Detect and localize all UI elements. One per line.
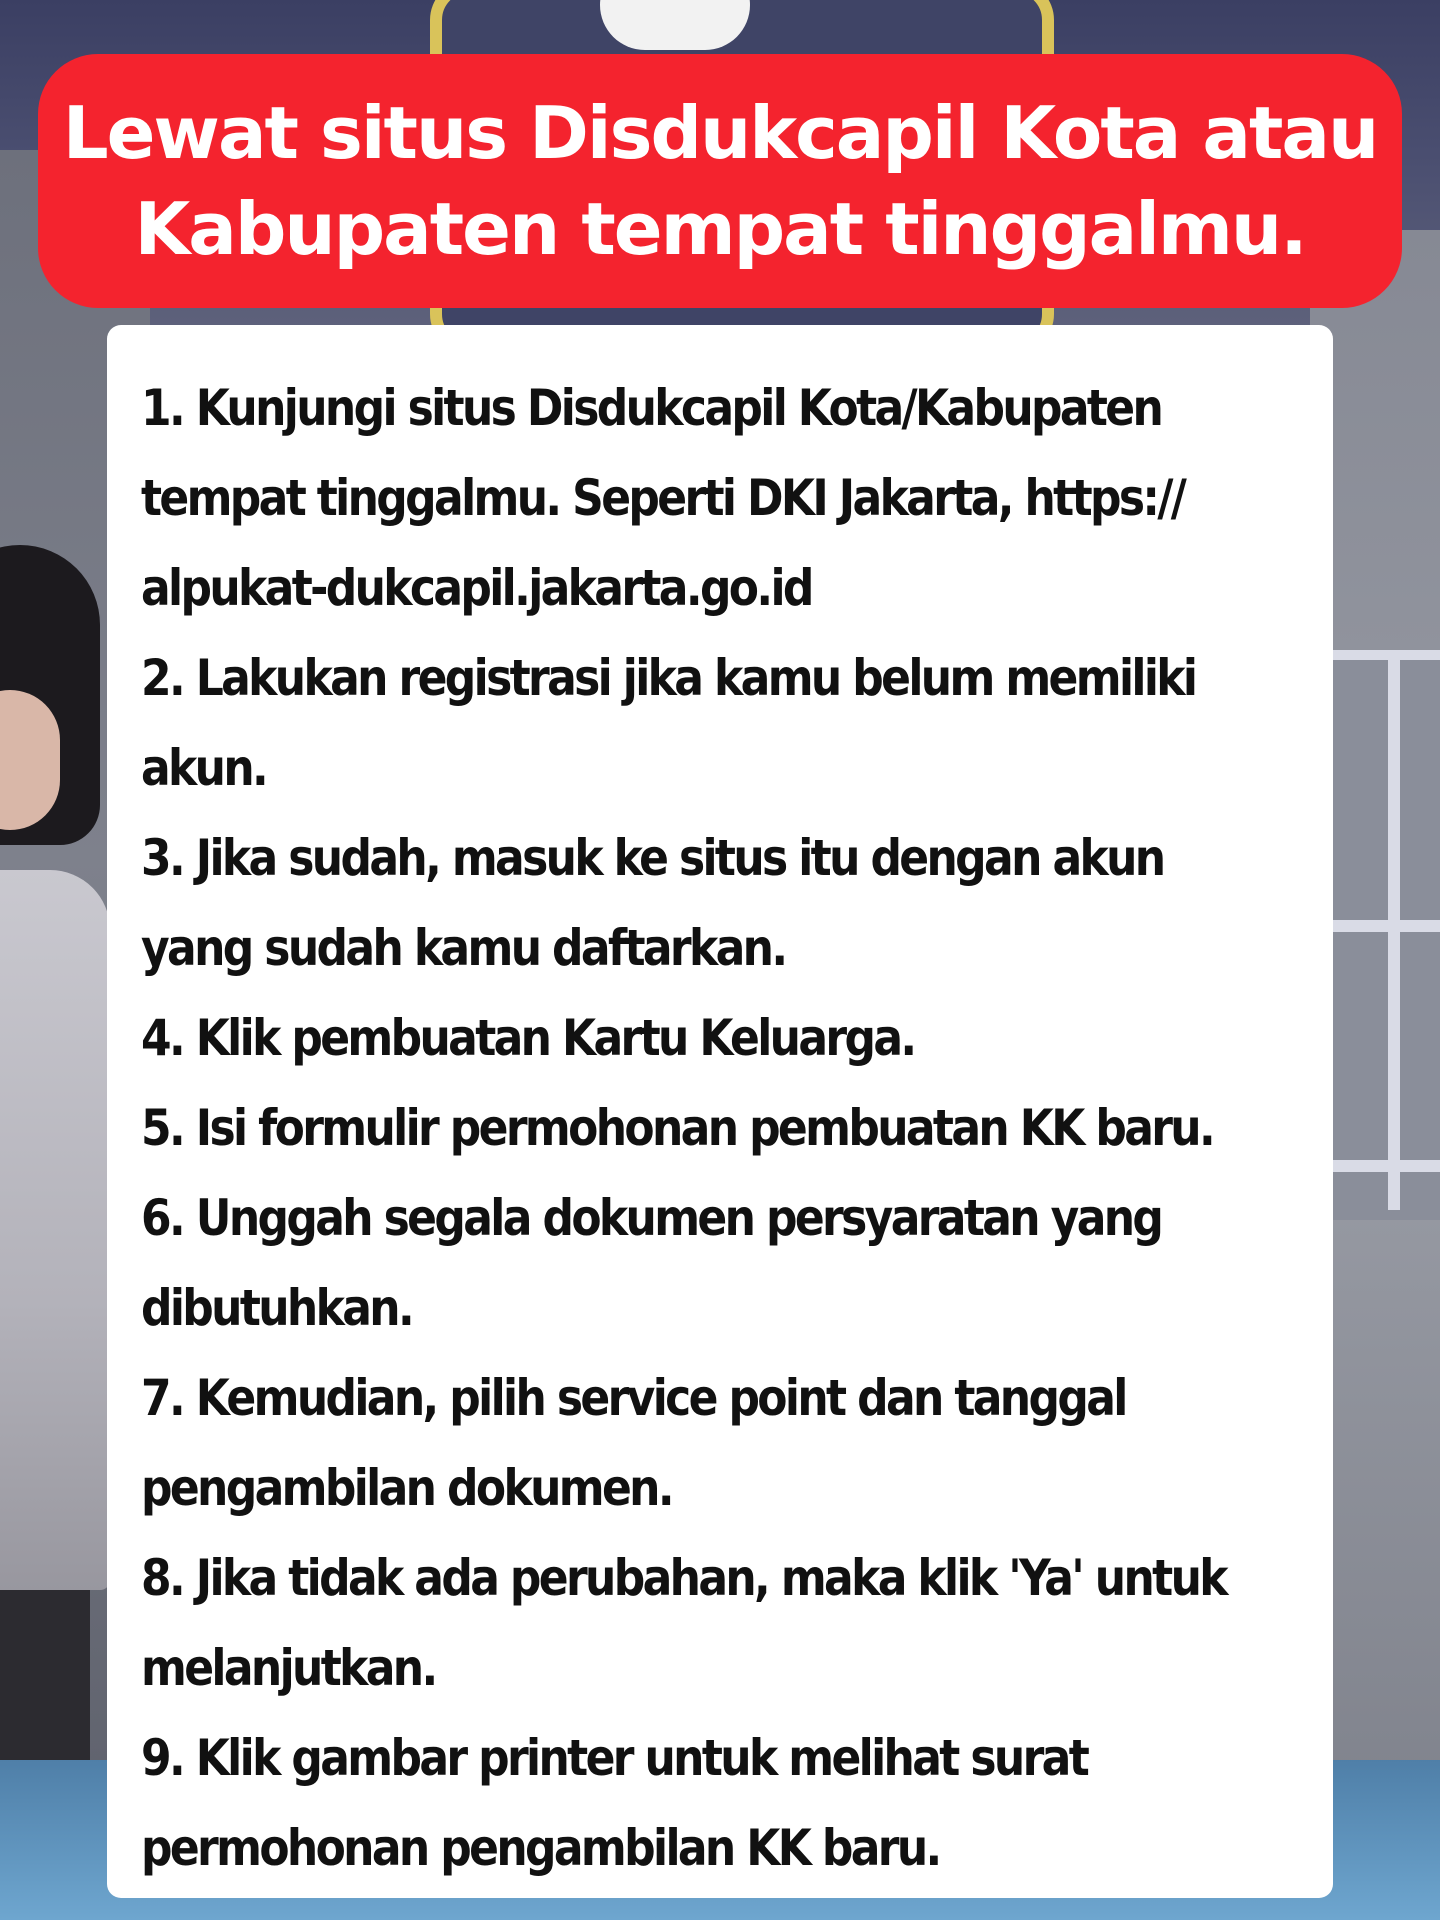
step-9-text: permohonan pengambilan KK baru. [141,1819,940,1877]
step-2-text: akun. [141,739,267,797]
title-banner [38,54,1402,308]
background-window [1320,650,1440,1220]
background-window-bar [1330,1160,1440,1172]
step-3-text: yang sudah kamu daftarkan. [141,919,786,977]
background-window-bar [1330,920,1440,932]
title-line: Lewat situs Disdukcapil Kota atau [62,91,1378,175]
step-6-text: 6. Unggah segala dokumen persyaratan yang [141,1189,1162,1247]
steps-card [107,325,1333,1898]
step-4-text: 4. Klik pembuatan Kartu Keluarga. [141,1009,915,1067]
step-1-text: 1. Kunjungi situs Disdukcapil Kota/Kabupaten [141,379,1162,437]
step-9-text: 9. Klik gambar printer untuk melihat surat [141,1729,1088,1787]
step-2-text: 2. Lakukan registrasi jika kamu belum memiliki [141,649,1196,707]
background-person-body [0,870,110,1590]
step-7-text: 7. Kemudian, pilih service point dan tanggal [141,1369,1126,1427]
step-1-text: tempat tinggalmu. Seperti DKI Jakarta, https:// [141,469,1185,527]
step-8-text: 8. Jika tidak ada perubahan, maka klik 'Ya' untuk [141,1549,1226,1607]
title-line: Kabupaten tempat tinggalmu. [134,187,1306,271]
step-6-text: dibutuhkan. [141,1279,413,1337]
background-cloud-decoration [600,0,750,50]
step-3-text: 3. Jika sudah, masuk ke situs itu dengan akun [141,829,1164,887]
background-window-bar [1388,660,1400,1210]
step-8-text: melanjutkan. [141,1639,436,1697]
step-1-text: alpukat-dukcapil.jakarta.go.id [141,559,812,617]
step-7-text: pengambilan dokumen. [141,1459,672,1517]
step-5-text: 5. Isi formulir permohonan pembuatan KK baru. [141,1099,1214,1157]
